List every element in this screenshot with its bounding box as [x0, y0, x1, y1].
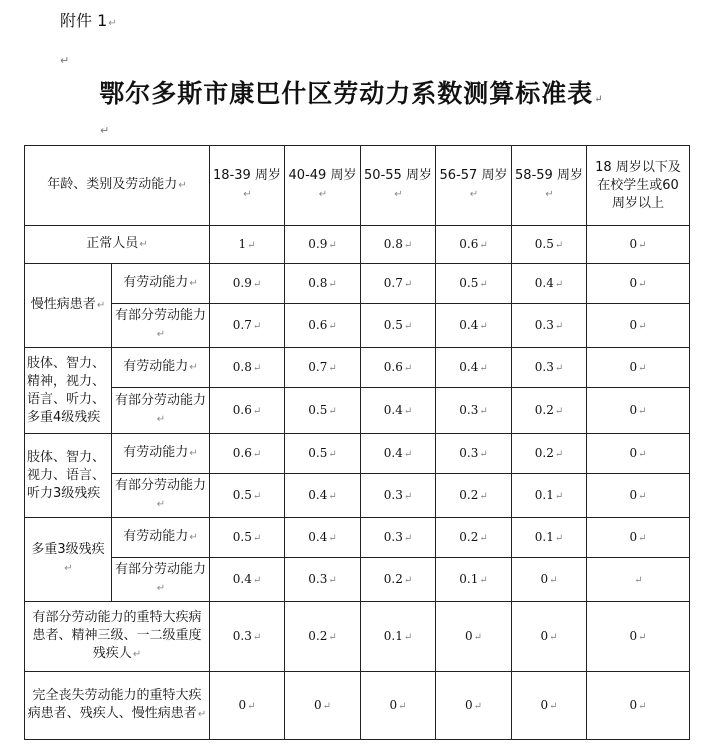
coefficient-cell: 0.8↵ [210, 348, 285, 388]
coefficient-cell: ↵ [587, 558, 690, 602]
coefficient-cell: 0.1↵ [361, 602, 436, 672]
row-label: 完全丧失劳动能力的重特大疾病患者、残疾人、慢性病患者↵ [25, 672, 210, 740]
table-row [25, 672, 690, 740]
coefficient-cell: 0.4↵ [512, 264, 587, 304]
coefficient-cell: 0↵ [587, 672, 690, 740]
header-age: 18 周岁以下及在校学生或60 周岁以上 [587, 146, 690, 226]
header-age: 56-57 周岁↵ [436, 146, 512, 226]
coefficient-cell: 0.4↵ [361, 434, 436, 474]
table-row [25, 348, 690, 388]
coefficient-cell: 0.3↵ [285, 558, 361, 602]
ability-label: 有劳动能力↵ [112, 348, 210, 388]
coefficient-cell: 0.4↵ [285, 474, 361, 518]
coefficient-cell: 0.5↵ [285, 434, 361, 474]
coefficient-cell: 0.4↵ [285, 518, 361, 558]
coefficient-cell: 0.5↵ [285, 388, 361, 434]
coefficient-cell: 0↵ [587, 434, 690, 474]
coefficient-cell: 0.5↵ [361, 304, 436, 348]
category-label: 慢性病患者↵ [25, 264, 112, 348]
table-row [25, 434, 690, 474]
row-label: 正常人员↵ [25, 226, 210, 264]
coefficient-cell: 0.6↵ [285, 304, 361, 348]
coefficient-cell: 0.6↵ [210, 434, 285, 474]
coefficient-cell: 0.3↵ [512, 304, 587, 348]
coefficient-cell: 0.3↵ [436, 434, 512, 474]
coefficient-cell: 0.8↵ [361, 226, 436, 264]
ability-label: 有部分劳动能力↵ [112, 558, 210, 602]
coefficient-cell: 0↵ [587, 226, 690, 264]
coefficient-cell: 0.5↵ [512, 226, 587, 264]
table-row [25, 226, 690, 264]
coefficient-cell: 0.5↵ [210, 474, 285, 518]
paragraph-mark: ↵ [100, 124, 110, 137]
coefficient-cell: 0.2↵ [436, 474, 512, 518]
coefficient-cell: 0.2↵ [285, 602, 361, 672]
ability-label: 有劳动能力↵ [112, 264, 210, 304]
coefficient-cell: 0.2↵ [512, 434, 587, 474]
table-row [25, 264, 690, 304]
page-title: 鄂尔多斯市康巴什区劳动力系数测算标准表↵ [99, 79, 604, 108]
coefficient-cell: 0.8↵ [285, 264, 361, 304]
coefficient-cell: 0.4↵ [436, 348, 512, 388]
table-row [25, 602, 690, 672]
coefficient-cell: 0.3↵ [512, 348, 587, 388]
coefficient-cell: 0↵ [436, 602, 512, 672]
coefficient-cell: 0↵ [361, 672, 436, 740]
coefficient-cell: 0↵ [587, 348, 690, 388]
coefficient-cell: 0.6↵ [361, 348, 436, 388]
header-age: 58-59 周岁↵ [512, 146, 587, 226]
coefficient-cell: 0.3↵ [361, 474, 436, 518]
coefficient-cell: 0.9↵ [210, 264, 285, 304]
coefficient-cell: 0.4↵ [361, 388, 436, 434]
coefficient-cell: 0.2↵ [436, 518, 512, 558]
coefficient-cell: 0.1↵ [512, 474, 587, 518]
ability-label: 有部分劳动能力↵ [112, 388, 210, 434]
table-row [25, 304, 690, 348]
coefficient-cell: 0.7↵ [361, 264, 436, 304]
header-row [25, 146, 690, 226]
coefficient-cell: 0↵ [436, 672, 512, 740]
coefficient-cell: 0↵ [512, 602, 587, 672]
header-age: 40-49 周岁↵ [285, 146, 361, 226]
coefficient-cell: 0↵ [587, 304, 690, 348]
coefficient-cell: 0.5↵ [436, 264, 512, 304]
coefficient-cell: 0↵ [587, 264, 690, 304]
coefficient-cell: 0.5↵ [210, 518, 285, 558]
category-label: 肢体、智力、视力、语言、听力3级残疾 [25, 434, 112, 518]
coefficient-cell: 0.7↵ [210, 304, 285, 348]
table-row [25, 388, 690, 434]
ability-label: 有劳动能力↵ [112, 518, 210, 558]
paragraph-mark: ↵ [60, 54, 70, 67]
coefficient-table [24, 145, 690, 740]
coefficient-cell: 1↵ [210, 226, 285, 264]
coefficient-cell: 0↵ [285, 672, 361, 740]
coefficient-cell: 0.2↵ [512, 388, 587, 434]
table-row [25, 474, 690, 518]
table-row [25, 518, 690, 558]
coefficient-cell: 0.6↵ [210, 388, 285, 434]
coefficient-cell: 0.2↵ [361, 558, 436, 602]
coefficient-cell: 0.3↵ [210, 602, 285, 672]
coefficient-cell: 0.3↵ [361, 518, 436, 558]
coefficient-cell: 0.4↵ [210, 558, 285, 602]
row-label: 有部分劳动能力的重特大疾病患者、精神三级、一二级重度残疾人↵ [25, 602, 210, 672]
coefficient-cell: 0↵ [587, 474, 690, 518]
coefficient-cell: 0.6↵ [436, 226, 512, 264]
ability-label: 有部分劳动能力↵ [112, 474, 210, 518]
coefficient-cell: 0.1↵ [436, 558, 512, 602]
coefficient-cell: 0↵ [210, 672, 285, 740]
category-label: 肢体、智力、精神，视力、语言、听力、多重4级残疾 [25, 348, 112, 434]
ability-label: 有部分劳动能力↵ [112, 304, 210, 348]
header-age: 18-39 周岁↵ [210, 146, 285, 226]
header-age: 50-55 周岁↵ [361, 146, 436, 226]
coefficient-cell: 0.9↵ [285, 226, 361, 264]
coefficient-cell: 0.3↵ [436, 388, 512, 434]
coefficient-cell: 0.1↵ [512, 518, 587, 558]
category-label: 多重3级残疾↵ [25, 518, 112, 602]
coefficient-cell: 0.7↵ [285, 348, 361, 388]
coefficient-cell: 0↵ [512, 672, 587, 740]
coefficient-cell: 0↵ [587, 602, 690, 672]
header-category: 年龄、类别及劳动能力↵ [25, 146, 210, 226]
coefficient-cell: 0↵ [587, 388, 690, 434]
coefficient-cell: 0.4↵ [436, 304, 512, 348]
table-row [25, 558, 690, 602]
coefficient-cell: 0↵ [587, 518, 690, 558]
coefficient-cell: 0↵ [512, 558, 587, 602]
attachment-label: 附件 1↵ [60, 11, 117, 30]
ability-label: 有劳动能力↵ [112, 434, 210, 474]
